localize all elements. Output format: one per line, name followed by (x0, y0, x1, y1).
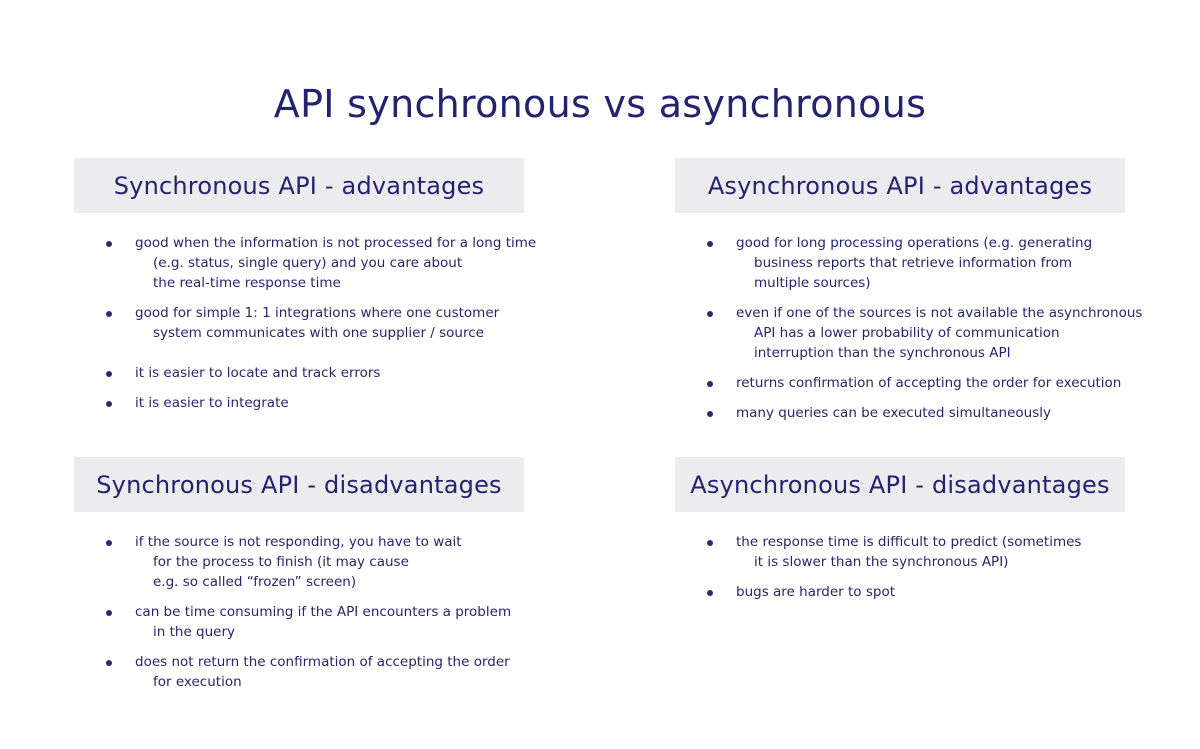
page-title: API synchronous vs asynchronous (273, 82, 927, 127)
list-item-text: can be time consuming if the API encounters a problem (135, 604, 512, 620)
list-item-text: does not return the confirmation of accepting the order (135, 654, 510, 670)
section-header (675, 457, 1125, 512)
list-item-text: interruption than the synchronous API (754, 345, 1011, 361)
bullet-dot (106, 311, 112, 317)
list-item (675, 303, 1143, 363)
list-item-text: it is slower than the synchronous API) (754, 554, 1009, 570)
list-item (74, 602, 524, 642)
list-item (675, 532, 1125, 572)
list-item (74, 303, 524, 343)
section-heading: Synchronous API - advantages (113, 171, 485, 200)
list-item-text: API has a lower probability of communication (754, 325, 1060, 341)
section-heading: Asynchronous API - disadvantages (690, 470, 1110, 499)
section-header (74, 158, 524, 213)
bullet-dot (707, 311, 713, 317)
list-item-text: if the source is not responding, you have to wait (135, 534, 462, 550)
section-heading: Asynchronous API - advantages (707, 171, 1093, 200)
list-item (74, 652, 524, 692)
list-item-text: for the process to finish (it may cause (153, 554, 409, 570)
list-item-text: it is easier to integrate (135, 395, 289, 411)
bullet-dot (106, 660, 112, 666)
list-item-text: in the query (153, 624, 236, 640)
bullet-list (74, 233, 537, 413)
sync-advantages-section (74, 158, 537, 413)
bullet-dot (106, 540, 112, 546)
bullet-dot (707, 411, 713, 417)
bullet-dot (707, 381, 713, 387)
list-item-text: business reports that retrieve information from (754, 255, 1073, 271)
section-header (675, 158, 1125, 213)
async-disadvantages-section (675, 457, 1125, 602)
bullet-dot (106, 241, 112, 247)
list-item (675, 373, 1125, 393)
list-item (675, 403, 1125, 423)
list-item (74, 233, 537, 293)
list-item-text: the response time is difficult to predict (sometimes (736, 534, 1082, 550)
section-header (74, 457, 524, 512)
list-item-text: multiple sources) (754, 275, 871, 291)
list-item (74, 532, 524, 592)
list-item (74, 363, 524, 383)
bullet-dot (707, 590, 713, 596)
bullet-dot (106, 371, 112, 377)
bullet-list (74, 532, 524, 692)
async-advantages-section (675, 158, 1143, 423)
bullet-dot (106, 401, 112, 407)
bullet-dot (707, 241, 713, 247)
list-item-text: good when the information is not processed for a long time (135, 235, 537, 251)
bullet-list (675, 233, 1143, 423)
sync-disadvantages-section (74, 457, 524, 692)
bullet-list (675, 532, 1125, 602)
list-item-text: the real-time response time (153, 275, 341, 291)
list-item-text: even if one of the sources is not available the asynchronous (736, 305, 1143, 321)
list-item-text: (e.g. status, single query) and you care about (153, 255, 463, 271)
list-item (675, 233, 1125, 293)
list-item-text: for execution (153, 674, 242, 690)
list-item (675, 582, 1125, 602)
list-item-text: good for long processing operations (e.g. generating (736, 235, 1093, 251)
bullet-dot (707, 540, 713, 546)
section-heading: Synchronous API - disadvantages (96, 470, 502, 499)
list-item-text: many queries can be executed simultaneously (736, 405, 1051, 421)
list-item-text: it is easier to locate and track errors (135, 365, 381, 381)
list-item-text: returns confirmation of accepting the order for execution (736, 375, 1122, 391)
list-item-text: e.g. so called “frozen” screen) (153, 574, 357, 590)
list-item-text: bugs are harder to spot (736, 584, 896, 600)
bullet-dot (106, 610, 112, 616)
list-item-text: good for simple 1: 1 integrations where one customer (135, 305, 500, 321)
list-item (74, 393, 524, 413)
list-item-text: system communicates with one supplier / source (153, 325, 484, 341)
